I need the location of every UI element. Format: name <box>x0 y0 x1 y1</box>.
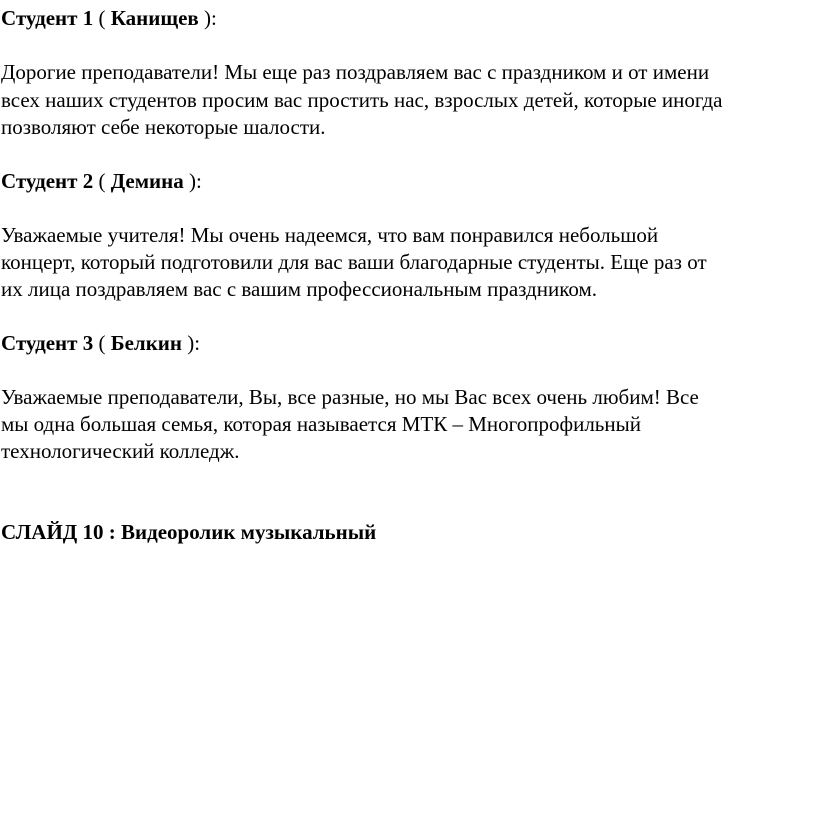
speaker-name: Канищев <box>110 6 199 30</box>
paragraph-line: технологический колледж. <box>1 439 240 463</box>
speaker-prefix: Студент 1 <box>1 6 94 30</box>
speaker-name: Белкин <box>110 331 183 355</box>
paragraph-line: Уважаемые учителя! Мы очень надеемся, что вам понравился небольшой <box>1 223 659 247</box>
paren-open: ( <box>93 331 111 355</box>
speaker-name: Демина <box>110 169 184 193</box>
paragraph-line: их лица поздравляем вас с вашим профессиональным праздником. <box>1 277 597 301</box>
paragraph-line: мы одна большая семья, которая называется МТК – Многопрофильный <box>1 412 641 436</box>
speaker-prefix: Студент 3 <box>1 331 94 355</box>
paren-open: ( <box>93 6 111 30</box>
paren-close: ): <box>198 6 217 30</box>
paragraph-line: позволяют себе некоторые шалости. <box>1 115 326 139</box>
paragraph-line: всех наших студентов просим вас простить нас, взрослых детей, которые иногда <box>1 88 723 112</box>
paren-close: ): <box>182 331 201 355</box>
speaker-prefix: Студент 2 <box>1 169 94 193</box>
paragraph-line: Уважаемые преподаватели, Вы, все разные, но мы Вас всех очень любим! Все <box>1 385 699 409</box>
speaker-heading-2 <box>1 167 202 195</box>
speaker-heading-3 <box>1 329 200 357</box>
paragraph-line: Дорогие преподаватели! Мы еще раз поздравляем вас с праздником и от имени <box>1 60 710 84</box>
speaker-heading-1 <box>1 4 217 32</box>
paragraph-line: концерт, который подготовили для вас ваши благодарные студенты. Еще раз от <box>1 250 707 274</box>
paren-open: ( <box>93 169 111 193</box>
slide-heading: СЛАЙД 10 : Видеоролик музыкальный <box>1 520 377 544</box>
paren-close: ): <box>183 169 202 193</box>
